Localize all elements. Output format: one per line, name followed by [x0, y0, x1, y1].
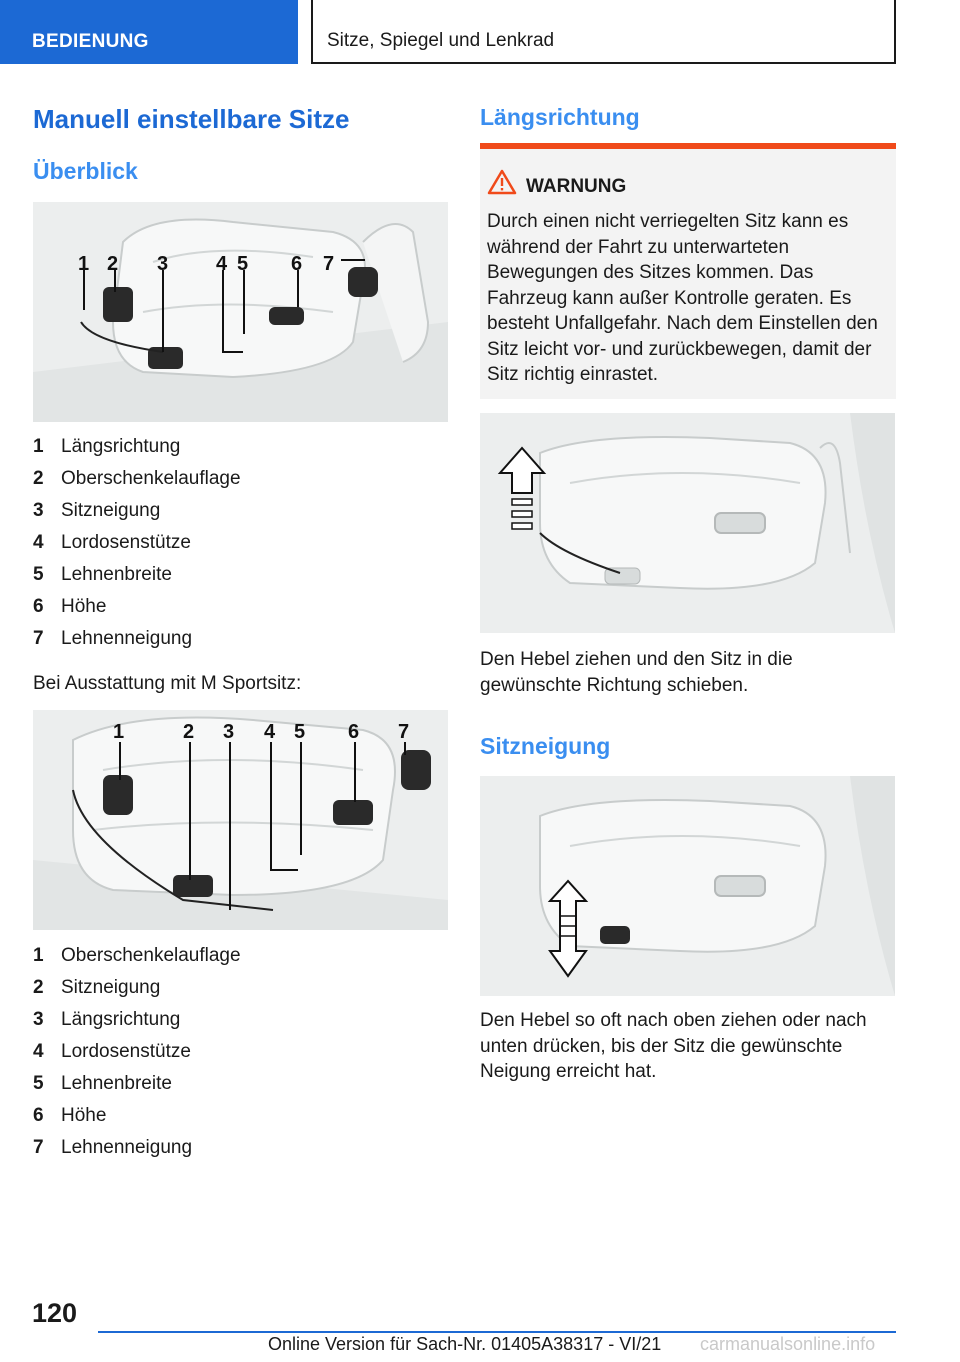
seat-overview-illustration [33, 202, 448, 422]
warning-label: WARNUNG [526, 176, 627, 197]
callout-6: 6 [348, 721, 360, 743]
callout-2: 2 [107, 253, 119, 275]
legend-num: 4 [33, 532, 44, 553]
sport-seat-illustration [33, 710, 448, 930]
legend-label: Oberschenkelauflage [61, 468, 241, 489]
legend-item [33, 945, 241, 977]
legend-label: Lordosenstütze [61, 1041, 191, 1062]
laengs-text: Den Hebel ziehen und den Sitz in die gewünschte Richtung schieben. [480, 649, 793, 696]
legend-num: 5 [33, 1073, 44, 1094]
legend-num: 7 [33, 628, 44, 649]
legend-label: Längsrichtung [61, 1009, 181, 1030]
legend-item [33, 1041, 241, 1073]
sport-seat-intro: Bei Ausstattung mit M Sportsitz: [33, 673, 302, 694]
legend-label: Lehnenneigung [61, 1137, 193, 1158]
legend-num: 2 [33, 468, 44, 489]
legend-label: Höhe [61, 1105, 107, 1126]
watermark: carmanualsonline.info [700, 1334, 876, 1354]
callout-5: 5 [294, 721, 306, 743]
legend-num: 2 [33, 977, 44, 998]
warning-text: Durch einen nicht verriegelten Sitz kann es während der Fahrt zu unterwarteten Bewegungen des Sitzes kommen. Das Fahrzeug kann außer Kontrolle geraten. Es besteht Unfallgefahr. Nach dem Einstellen den Sitz leicht vor- und zurückbewegen, damit der Sitz richtig einrastet. [487, 211, 878, 385]
warning-box [480, 143, 896, 399]
legend-label: Lehnenbreite [61, 1073, 172, 1094]
callout-1: 1 [78, 253, 90, 275]
header-chapter-label: Sitze, Spiegel und Lenkrad [327, 30, 555, 51]
callout-7: 7 [398, 721, 410, 743]
legend-num: 3 [33, 500, 44, 521]
legend-label: Lehnenbreite [61, 564, 172, 585]
seat-tilt-illustration [480, 776, 895, 996]
neigung-text: Den Hebel so oft nach oben ziehen oder nach unten drücken, bis der Sitz die gewünschte Neigung erreicht hat. [480, 1010, 867, 1082]
warning-triangle-icon [487, 169, 517, 195]
footer-divider [98, 1331, 896, 1333]
legend-sport-seat [33, 945, 241, 1169]
legend-overview [33, 436, 241, 660]
page-number: 120 [32, 1298, 78, 1328]
laengs-heading: Längsrichtung [480, 104, 640, 130]
overview-heading: Überblick [33, 158, 138, 184]
legend-label: Sitzneigung [61, 977, 161, 998]
legend-item [33, 1073, 241, 1105]
callout-6: 6 [291, 253, 303, 275]
legend-num: 6 [33, 1105, 44, 1126]
callout-3: 3 [157, 253, 169, 275]
callout-3: 3 [223, 721, 235, 743]
legend-item [33, 532, 241, 564]
legend-item [33, 596, 241, 628]
legend-num: 1 [33, 945, 44, 966]
legend-item [33, 977, 241, 1009]
legend-label: Lordosenstütze [61, 532, 191, 553]
legend-item [33, 468, 241, 500]
callout-4: 4 [216, 253, 228, 275]
legend-num: 1 [33, 436, 44, 457]
legend-label: Sitzneigung [61, 500, 161, 521]
legend-num: 4 [33, 1041, 44, 1062]
legend-item [33, 1105, 241, 1137]
legend-num: 7 [33, 1137, 44, 1158]
legend-label: Oberschenkelauflage [61, 945, 241, 966]
legend-num: 6 [33, 596, 44, 617]
header-section-label: BEDIENUNG [32, 31, 149, 52]
legend-item [33, 1137, 241, 1169]
legend-num: 5 [33, 564, 44, 585]
legend-item [33, 564, 241, 596]
legend-label: Höhe [61, 596, 107, 617]
header-chapter-box [311, 0, 896, 64]
legend-num: 3 [33, 1009, 44, 1030]
legend-item [33, 628, 241, 660]
legend-item [33, 500, 241, 532]
page-title: Manuell einstellbare Sitze [33, 104, 350, 134]
neigung-heading: Sitzneigung [480, 733, 611, 759]
callout-5: 5 [237, 253, 249, 275]
callout-4: 4 [264, 721, 276, 743]
seat-longitudinal-illustration [480, 413, 895, 633]
legend-label: Längsrichtung [61, 436, 181, 457]
legend-item [33, 436, 241, 468]
callout-1: 1 [113, 721, 125, 743]
legend-item [33, 1009, 241, 1041]
callout-7: 7 [323, 253, 335, 275]
callout-2: 2 [183, 721, 195, 743]
header-section-tab [0, 0, 298, 64]
legend-label: Lehnenneigung [61, 628, 193, 649]
footer-online-version: Online Version für Sach-Nr. 01405A38317 - VI/21 [268, 1334, 662, 1354]
